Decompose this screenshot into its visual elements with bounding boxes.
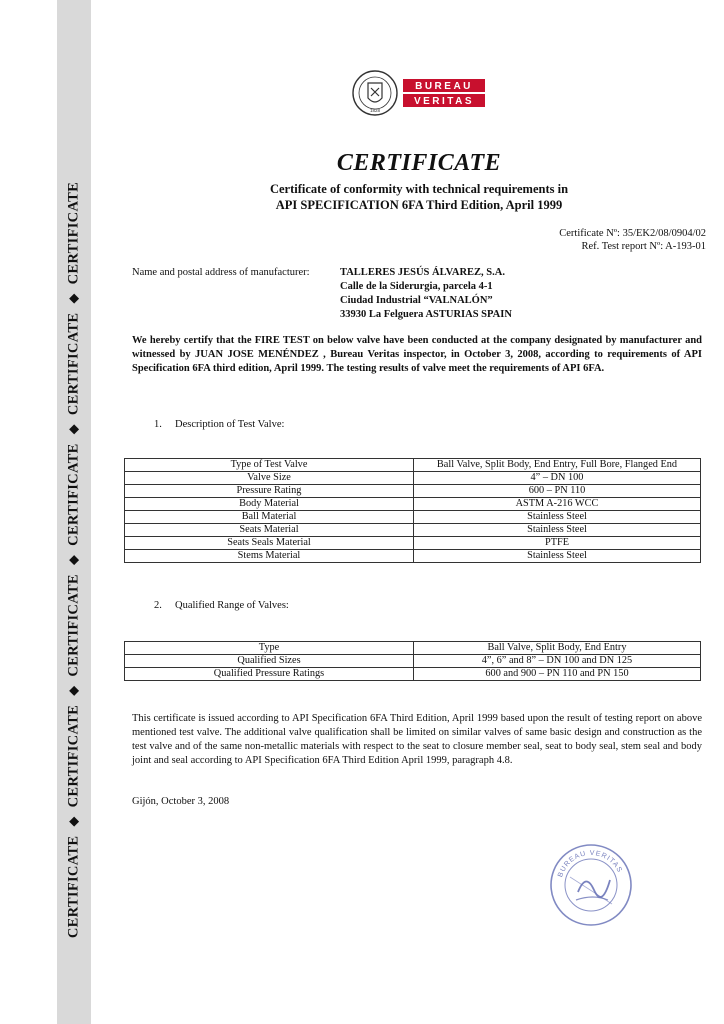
address-line: Ciudad Industrial “VALNALÓN” (340, 295, 493, 306)
table-cell-label: Qualified Pressure Ratings (125, 668, 414, 681)
brand-line2: VERITAS (413, 96, 475, 107)
diamond-icon: ◆ (65, 685, 81, 696)
place-and-date: Gijón, October 3, 2008 (132, 796, 230, 807)
bureau-veritas-logo (351, 68, 496, 118)
address-line: 33930 La Felguera ASTURIAS SPAIN (340, 309, 512, 320)
certification-statement: We hereby certify that the FIRE TEST on below valve have been conducted at the company designated by manufacturer and witnessed by JUAN JOSE MENÉNDEZ , Bureau Veritas inspector, in October 3, 2008, according to requirements of API Specification 6FA third edition, April 1999. The testing results of valve meet the requirements of API 6FA. (132, 335, 702, 374)
section-title: Qualified Range of Valves: (175, 600, 289, 611)
table-row (125, 498, 701, 511)
table-row (125, 511, 701, 524)
address-line: Calle de la Siderurgia, parcela 4-1 (340, 281, 493, 292)
section-2-heading (154, 600, 289, 611)
table-row (125, 485, 701, 498)
diamond-icon: ◆ (65, 554, 81, 566)
qualified-range-table (124, 641, 701, 681)
table-cell-value: 600 – PN 110 (414, 485, 701, 498)
seal-icon (353, 71, 397, 115)
page-subtitle (0, 181, 724, 213)
section-1-heading (154, 419, 284, 430)
manufacturer-label: Name and postal address of manufacturer: (132, 267, 310, 278)
closing-statement: This certificate is issued according to API Specification 6FA Third Edition, April 1999 based upon the result of testing report on above mentioned test valve. The additional valve qualification shall be limited on similar valves of same basic design and construction as the test valve and of the same non-metallic materials with respect to the seat to closure member seal, seat to body seal, stem seal and body joint and seal according to API Specification 6FA Third Edition April 1999, paragraph 4.8. (132, 713, 702, 766)
sidebar-word: CERTIFICATE (65, 181, 82, 285)
table-cell-label: Seats Material (125, 524, 414, 537)
table-cell-label: Type (125, 642, 414, 655)
certificate-reference (559, 227, 706, 253)
section-number: 1. (154, 419, 162, 430)
sidebar-word: CERTIFICATE (65, 704, 82, 808)
table-cell-label: Stems Material (125, 550, 414, 563)
table-cell-label: Valve Size (125, 472, 414, 485)
table-cell-value: Stainless Steel (414, 511, 701, 524)
table-cell-value: Stainless Steel (414, 550, 701, 563)
test-valve-table (124, 458, 701, 563)
table-row (125, 459, 701, 472)
page-title: CERTIFICATE (336, 150, 502, 176)
table-cell-label: Body Material (125, 498, 414, 511)
sidebar-certificate-text (66, 182, 83, 938)
table-cell-value: Ball Valve, Split Body, End Entry, Full Bore, Flanged End (414, 459, 701, 472)
certificate-number: Certificate Nº: 35/EK2/08/0904/02 (559, 228, 706, 239)
table-cell-value: 600 and 900 – PN 110 and PN 150 (414, 668, 701, 681)
sidebar-word: CERTIFICATE (65, 574, 82, 677)
sidebar-word: CERTIFICATE (65, 835, 82, 939)
table-cell-value: ASTM A-216 WCC (414, 498, 701, 511)
table-cell-value: Ball Valve, Split Body, End Entry (414, 642, 701, 655)
table-row (125, 550, 701, 563)
subtitle-line-2: API SPECIFICATION 6FA Third Edition, April 1999 (275, 198, 563, 212)
table-row (125, 642, 701, 655)
subtitle-line-1: Certificate of conformity with technical requirements in (269, 182, 569, 196)
table-cell-label: Ball Material (125, 511, 414, 524)
table-cell-value: PTFE (414, 537, 701, 550)
manufacturer-address (340, 266, 640, 322)
diamond-icon: ◆ (65, 293, 81, 304)
table-cell-label: Type of Test Valve (125, 459, 414, 472)
table-cell-value: 4”, 6” and 8” – DN 100 and DN 125 (414, 655, 701, 668)
table-row (125, 472, 701, 485)
table-row (125, 668, 701, 681)
table-cell-label: Pressure Rating (125, 485, 414, 498)
section-number: 2. (154, 600, 162, 611)
diamond-icon: ◆ (65, 816, 81, 827)
table-cell-label: Qualified Sizes (125, 655, 414, 668)
seal-year: 1828 (369, 108, 381, 113)
sidebar-word: CERTIFICATE (65, 443, 82, 546)
table-cell-value: Stainless Steel (414, 524, 701, 537)
diamond-icon: ◆ (65, 424, 81, 435)
brand-line1: BUREAU (415, 81, 473, 92)
table-cell-label: Seats Seals Material (125, 537, 414, 550)
test-report-number: Ref. Test report Nº: A-193-01 (581, 241, 706, 252)
inspector-stamp-icon (548, 842, 634, 928)
sidebar-word: CERTIFICATE (65, 312, 82, 416)
table-row (125, 524, 701, 537)
table-row (125, 537, 701, 550)
table-row (125, 655, 701, 668)
table-cell-value: 4” – DN 100 (414, 472, 701, 485)
address-line: TALLERES JESÚS ÁLVAREZ, S.A. (340, 267, 505, 278)
stamp-text: BUREAU VERITAS (557, 849, 624, 879)
section-title: Description of Test Valve: (175, 419, 285, 430)
